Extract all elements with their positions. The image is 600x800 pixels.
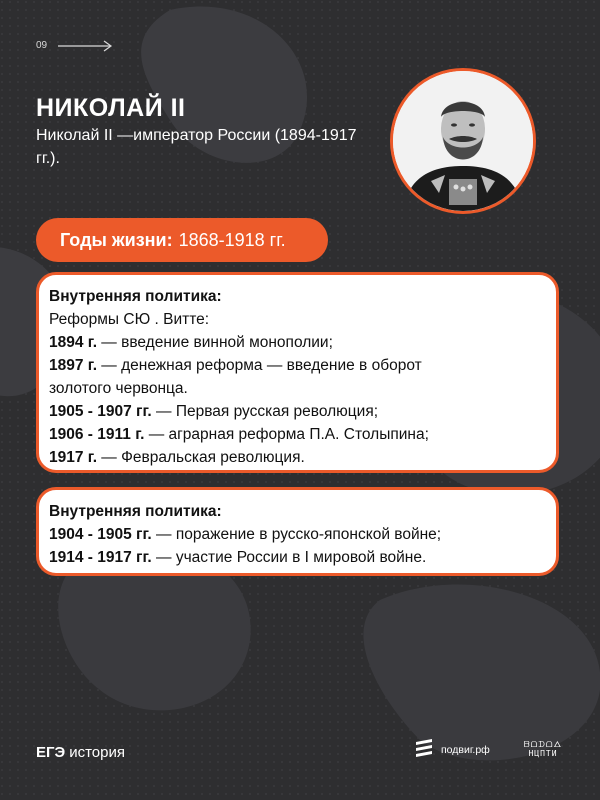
life-years-value: 1868-1918 гг.	[178, 229, 286, 250]
event-text: — денежная реформа — введение в оборот	[97, 357, 422, 374]
event-text: — Первая русская революция;	[151, 403, 379, 420]
event-text: золотого червонца.	[49, 380, 188, 397]
event-text: — поражение в русско-японской войне;	[151, 526, 442, 543]
event-text: — участие России в I мировой войне.	[151, 549, 427, 566]
list-item	[49, 354, 544, 377]
list-item	[49, 523, 544, 546]
page-number: 09	[36, 40, 48, 51]
page-title: НИКОЛАЙ II	[36, 94, 186, 122]
list-item	[49, 423, 544, 446]
list-item	[49, 331, 544, 354]
footer-brand-bold: ЕГЭ	[36, 744, 66, 761]
partner-logo-bottom: НЦПТИ	[528, 749, 558, 758]
list-item	[49, 400, 544, 423]
event-year: 1914 - 1917 гг.	[49, 549, 152, 566]
event-year: 1917 г.	[49, 449, 97, 466]
footer-site-link[interactable]: подвиг.рф	[441, 744, 490, 756]
stripes-logo-icon	[414, 738, 434, 760]
arrow-right-icon	[58, 39, 114, 53]
footer-brand	[36, 744, 125, 761]
life-years-badge	[36, 218, 328, 262]
list-item	[49, 546, 544, 569]
list-item	[49, 446, 544, 469]
event-text: — введение винной монополии;	[97, 334, 333, 351]
domestic-policy-card	[36, 272, 559, 473]
life-years-label: Годы жизни:	[60, 229, 173, 250]
event-year: 1897 г.	[49, 357, 97, 374]
card-intro: Реформы СЮ . Витте:	[49, 311, 210, 328]
list-item-continuation	[49, 377, 544, 400]
footer-brand-text: история	[69, 744, 125, 761]
event-year: 1894 г.	[49, 334, 97, 351]
portrait-image	[390, 68, 536, 214]
partner-logo	[520, 740, 566, 758]
event-year: 1906 - 1911 г.	[49, 426, 145, 443]
event-year: 1905 - 1907 гг.	[49, 403, 152, 420]
partner-logo-top: ᗷᗝᗪᗝᐃ	[523, 740, 563, 749]
event-text: — Февральская революция.	[97, 449, 305, 466]
event-text: — аграрная реформа П.А. Столыпина;	[144, 426, 429, 443]
foreign-policy-card	[36, 487, 559, 576]
person-portrait-icon	[393, 71, 533, 211]
event-year: 1904 - 1905 гг.	[49, 526, 152, 543]
page-subtitle: Николай II —император России (1894-1917 гг.).	[36, 127, 357, 167]
card-heading: Внутренняя политика:	[49, 503, 222, 520]
card-heading: Внутренняя политика:	[49, 288, 222, 305]
